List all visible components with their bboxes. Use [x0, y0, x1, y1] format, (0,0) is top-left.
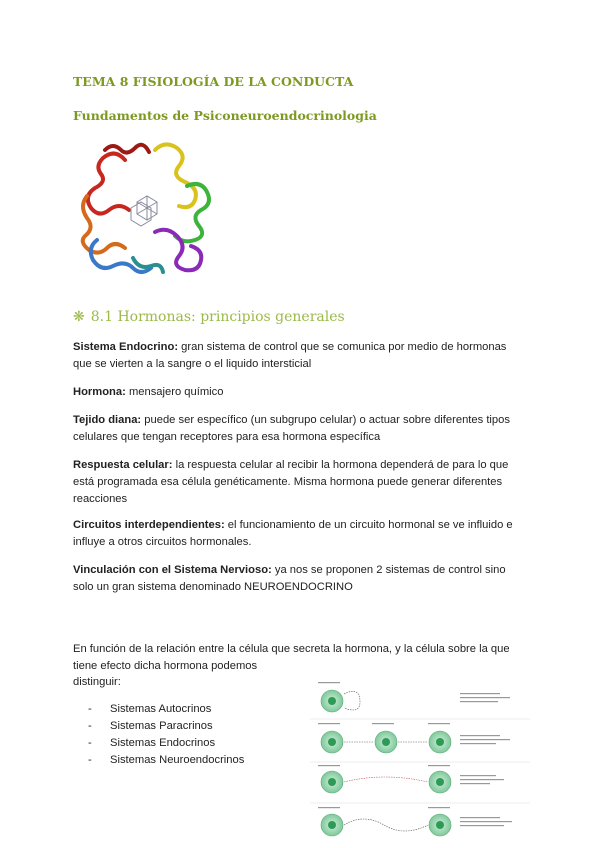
section-bullet-icon: ❋	[73, 309, 85, 325]
heme-center	[131, 196, 157, 226]
definition-paragraph	[73, 339, 528, 373]
list-item: - Sistemas Endocrinos	[88, 735, 244, 752]
list-item: - Sistemas Paracrinos	[88, 718, 244, 735]
nucleus-icon	[436, 821, 444, 829]
autocrine-arrow	[344, 691, 360, 710]
nucleus-icon	[328, 738, 336, 746]
nucleus-icon	[436, 738, 444, 746]
definition-text: mensajero químico	[125, 386, 224, 398]
intro-line: En función de la relación entre la célula que secreta la hormona, y la célula sobre la que tiene efecto dicha hormona podemos	[73, 643, 510, 672]
protein-structure-image	[75, 140, 225, 280]
document-subtitle: Fundamentos de Psiconeuroendocrinologia	[73, 108, 377, 123]
neuroendocrine-row	[321, 814, 451, 836]
definition-paragraph	[73, 562, 528, 596]
endocrine-row	[310, 771, 530, 803]
list-item: - Sistemas Autocrinos	[88, 701, 244, 718]
nucleus-icon	[382, 738, 390, 746]
helix-red	[88, 153, 129, 213]
nucleus-icon	[328, 821, 336, 829]
document-title: TEMA 8 FISIOLOGÍA DE LA CONDUCTA	[73, 74, 354, 89]
section-heading	[73, 309, 345, 325]
systems-list	[88, 701, 244, 769]
diagram-caption-lines	[318, 682, 512, 826]
definition-term: Respuesta celular:	[73, 459, 173, 471]
definition-text: la respuesta celular al recibir la hormona dependerá de para lo que está programada esa célula genéticamente. Misma hormona puede generar diferentes reacciones	[73, 459, 509, 505]
intro-line: distinguir:	[73, 676, 121, 688]
helix-yellow	[155, 144, 196, 207]
definition-term: Vinculación con el Sistema Nervioso:	[73, 564, 272, 576]
definition-paragraph	[73, 384, 528, 401]
autocrine-row	[310, 690, 530, 719]
helix-darkred	[105, 145, 149, 153]
helix-purple	[155, 230, 201, 271]
definition-paragraph	[73, 412, 528, 446]
definition-term: Tejido diana:	[73, 414, 142, 426]
definition-paragraph	[73, 517, 528, 551]
definition-paragraph	[73, 457, 528, 508]
definition-text: puede ser específico (un subgrupo celular) o actuar sobre diferentes tipos celulares que tengan receptores para esa hormona específica	[73, 414, 510, 443]
nucleus-icon	[436, 778, 444, 786]
definition-text: ya nos se proponen 2 sistemas de control sino solo un gran sistema denominado NEUROENDOCRINO	[73, 564, 506, 593]
hormone-systems-diagram	[310, 679, 530, 848]
definition-term: Circuitos interdependientes:	[73, 519, 225, 531]
list-item: - Sistemas Neuroendocrinos	[88, 752, 244, 769]
definition-term: Sistema Endocrino:	[73, 341, 179, 353]
definition-term: Hormona:	[73, 386, 126, 398]
definition-text: gran sistema de control que se comunica por medio de hormonas que se vierten a la sangre o el liquido intersticial	[73, 341, 507, 370]
definition-text: el funcionamiento de un circuito hormonal se ve influido e influye a otros circuitos hormonales.	[73, 519, 513, 548]
nucleus-icon	[328, 778, 336, 786]
helix-green	[175, 184, 209, 241]
section-heading-text: 8.1 Hormonas: principios generales	[90, 309, 345, 325]
nucleus-icon	[328, 697, 336, 705]
